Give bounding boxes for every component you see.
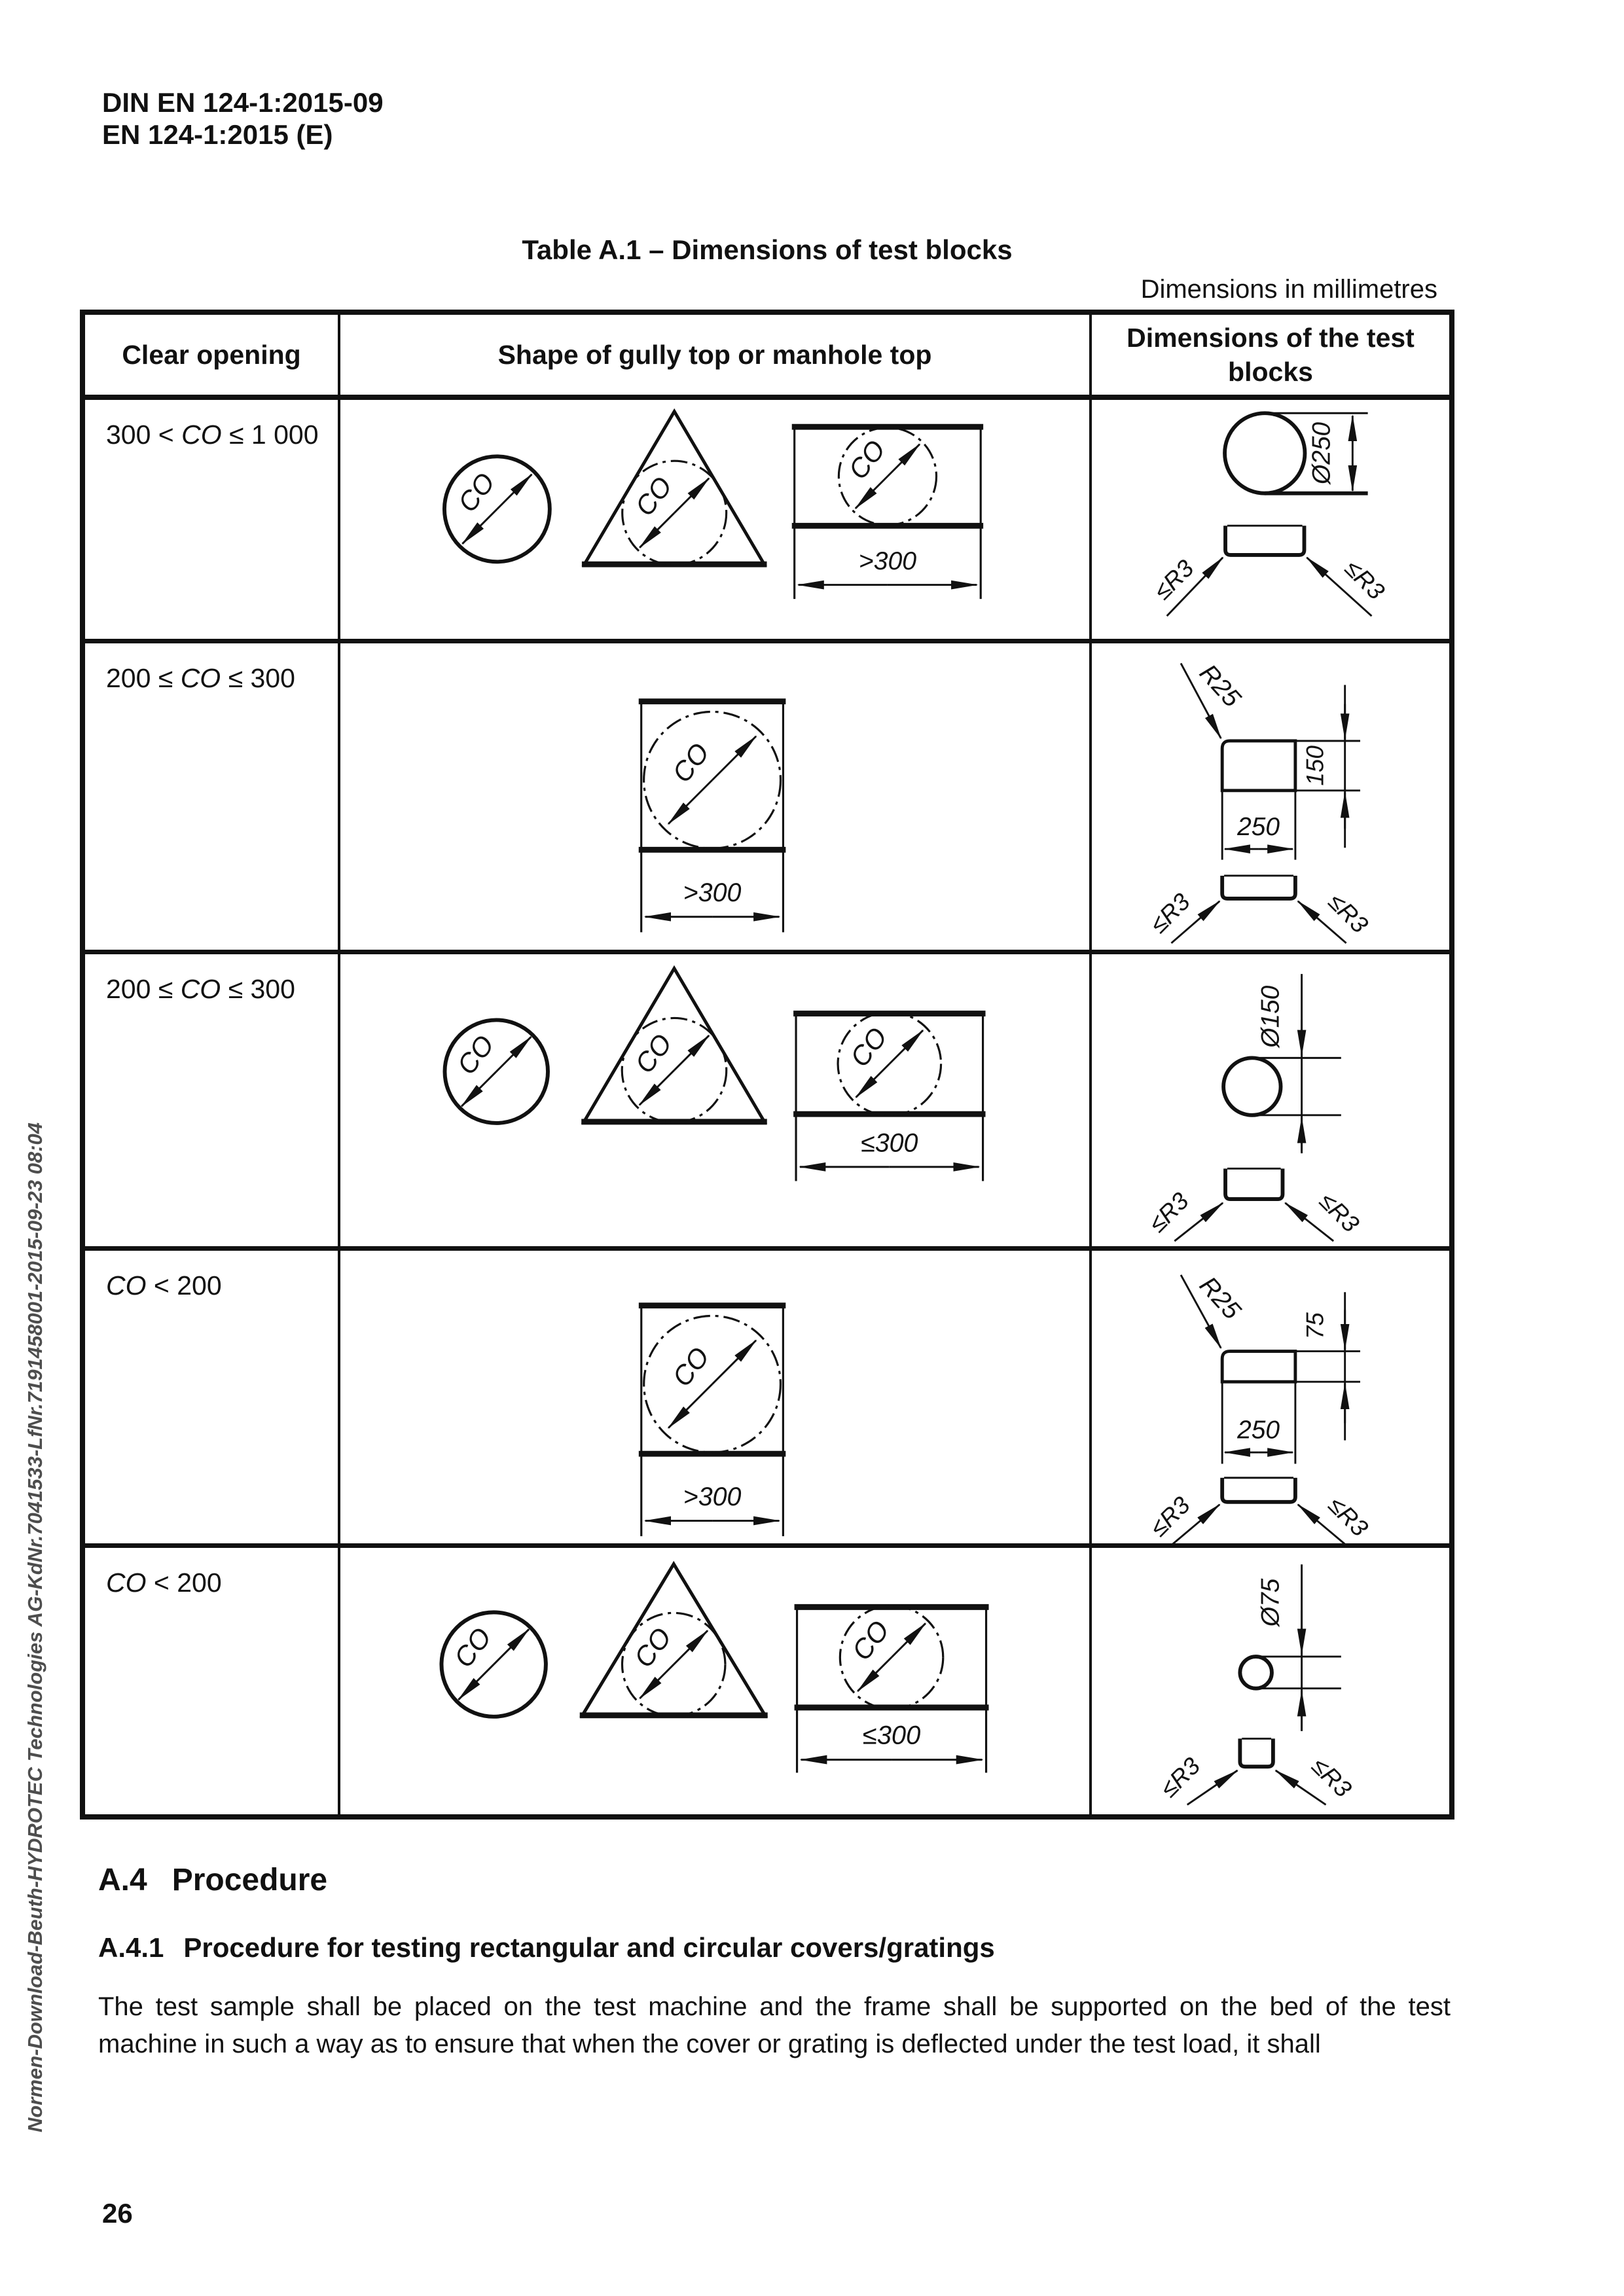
block-diameter-label: Ø250 xyxy=(1307,422,1336,484)
co-range-post: < 200 xyxy=(146,1568,222,1598)
document-header xyxy=(102,86,384,151)
body-paragraph: The test sample shall be placed on the test machine and the frame shall be supported on the bed of the test machine in such a way as to ensure that when the cover or grating is deflected under the test load, it shall xyxy=(98,1992,1451,2058)
opening-dimension-label: ≤300 xyxy=(862,1721,921,1750)
shape-cell-row2 xyxy=(340,643,1092,954)
row5-test-block-drawing xyxy=(1092,1548,1449,1814)
fillet-radius-label-left: ≤R3 xyxy=(1145,888,1195,939)
block-width-label: 250 xyxy=(1237,1416,1280,1444)
co-range-pre: 300 < xyxy=(106,420,182,450)
triangle-top-shape xyxy=(582,412,767,565)
block-diameter-view xyxy=(1240,1564,1341,1731)
opening-width-dimension xyxy=(799,547,977,585)
co-range-post: ≤ 1 000 xyxy=(221,420,319,450)
rectangle-top-shape xyxy=(795,1605,989,1772)
fillet-radius-label-left: ≤R3 xyxy=(1145,1491,1195,1542)
co-label: CO xyxy=(628,1622,677,1674)
co-label: CO xyxy=(844,1022,893,1073)
co-range-symbol: CO xyxy=(106,1568,147,1598)
standard-number-line2: EN 124-1:2015 (E) xyxy=(102,119,333,150)
fillet-radius-label-right: ≤R3 xyxy=(1307,1752,1357,1803)
opening-dimension-label: ≤300 xyxy=(861,1128,918,1158)
column-header-shape: Shape of gully top or manhole top xyxy=(340,315,1092,400)
co-label: CO xyxy=(629,471,678,522)
co-range-post: < 200 xyxy=(146,1270,222,1300)
fillet-radius-label-right: ≤R3 xyxy=(1323,1491,1373,1542)
section-title: Procedure xyxy=(171,1863,328,1897)
co-label: CO xyxy=(666,1341,715,1393)
corner-radius-label: R25 xyxy=(1193,1271,1246,1325)
co-label: CO xyxy=(842,434,892,485)
block-diameter-label: Ø150 xyxy=(1256,985,1285,1048)
section-heading-a4 xyxy=(98,1862,327,1898)
rectangle-top-shape xyxy=(793,1013,985,1181)
co-range-post: ≤ 300 xyxy=(221,974,295,1004)
fillet-radius-label-left: ≤R3 xyxy=(1148,554,1199,605)
fillet-radius-label-right: ≤R3 xyxy=(1314,1187,1365,1238)
co-range-symbol: CO xyxy=(181,420,222,450)
opening-width-dimension xyxy=(645,1482,780,1521)
test-block-cell-row3 xyxy=(1092,954,1449,1251)
fillet-radius-label-right: ≤R3 xyxy=(1323,888,1373,939)
fillet-radius-label-left: ≤R3 xyxy=(1155,1752,1206,1803)
column-header-dimensions: Dimensions of the test blocks xyxy=(1092,315,1449,400)
co-range-symbol: CO xyxy=(180,974,221,1004)
section-heading-a41 xyxy=(98,1932,995,1964)
block-height-label: 150 xyxy=(1301,745,1329,786)
block-height-label: 75 xyxy=(1301,1312,1329,1340)
section-title: Procedure for testing rectangular and circular covers/gratings xyxy=(183,1932,995,1963)
co-label: CO xyxy=(447,1622,497,1674)
row5-shapes-drawing xyxy=(340,1548,1089,1814)
block-width-label: 250 xyxy=(1237,812,1280,841)
units-note: Dimensions in millimetres xyxy=(1140,275,1437,304)
table-title: Table A.1 – Dimensions of test blocks xyxy=(522,234,1013,265)
block-side-view xyxy=(1155,1738,1357,1804)
shape-cell-row5 xyxy=(340,1548,1092,1814)
dimensions-table xyxy=(80,310,1454,1820)
block-diameter-view xyxy=(1225,413,1368,493)
shape-cell-row4 xyxy=(340,1251,1092,1548)
block-side-view xyxy=(1149,526,1390,616)
block-section-view xyxy=(1181,1271,1360,1463)
standard-number-line1: DIN EN 124-1:2015-09 xyxy=(102,87,384,118)
page-number: 26 xyxy=(102,2198,133,2229)
row3-test-block-drawing xyxy=(1092,954,1449,1246)
clear-opening-cell-row4 xyxy=(85,1251,340,1548)
circle-top-shape xyxy=(441,1612,545,1716)
shape-cell-row1 xyxy=(340,400,1092,643)
clear-opening-cell-row1 xyxy=(85,400,340,643)
block-side-view xyxy=(1144,1168,1365,1241)
rectangle-top-shape xyxy=(639,702,786,933)
row1-test-block-drawing xyxy=(1092,400,1449,639)
row4-shapes-drawing xyxy=(340,1251,1089,1543)
opening-dimension-label: >300 xyxy=(858,547,917,576)
block-diameter-label: Ø75 xyxy=(1256,1578,1285,1627)
clear-opening-cell-row3 xyxy=(85,954,340,1251)
co-range-post: ≤ 300 xyxy=(221,663,295,693)
test-block-cell-row1 xyxy=(1092,400,1449,643)
watermark-sidebar-text: Normen-Download-Beuth-HYDROTEC Technologies AG-KdNr.7041533-LfNr.7191458001-2015-09-23 08:04 xyxy=(24,1122,46,2132)
circle-top-shape xyxy=(444,456,550,562)
opening-width-dimension xyxy=(800,1128,979,1167)
test-block-cell-row2 xyxy=(1092,643,1449,954)
triangle-top-shape xyxy=(581,969,767,1122)
opening-width-dimension xyxy=(645,878,780,917)
row3-shapes-drawing xyxy=(340,954,1089,1246)
fillet-radius-label-right: ≤R3 xyxy=(1339,554,1390,605)
co-label: CO xyxy=(845,1615,895,1666)
fillet-radius-label-left: ≤R3 xyxy=(1144,1187,1194,1238)
co-range-pre: 200 ≤ xyxy=(106,974,181,1004)
opening-dimension-label: >300 xyxy=(683,1482,742,1511)
row2-test-block-drawing xyxy=(1092,643,1449,950)
row2-shapes-drawing xyxy=(340,643,1089,950)
block-section-view xyxy=(1181,659,1360,860)
block-side-view xyxy=(1145,1478,1373,1543)
corner-radius-label: R25 xyxy=(1193,658,1246,713)
opening-width-dimension xyxy=(801,1721,983,1760)
co-range-pre: 200 ≤ xyxy=(106,663,181,693)
co-label: CO xyxy=(451,1030,500,1081)
co-range-symbol: CO xyxy=(106,1270,147,1300)
opening-dimension-label: >300 xyxy=(683,878,742,908)
rectangle-top-shape xyxy=(792,427,983,599)
triangle-top-shape xyxy=(580,1564,768,1716)
block-side-view xyxy=(1145,876,1373,943)
section-number: A.4 xyxy=(98,1863,147,1897)
section-number: A.4.1 xyxy=(98,1932,164,1963)
co-range-symbol: CO xyxy=(180,663,221,693)
block-diameter-view xyxy=(1223,974,1341,1153)
column-header-clear-opening: Clear opening xyxy=(85,315,340,400)
test-block-cell-row4 xyxy=(1092,1251,1449,1548)
clear-opening-cell-row5 xyxy=(85,1548,340,1814)
shape-cell-row3 xyxy=(340,954,1092,1251)
rectangle-top-shape xyxy=(639,1306,785,1536)
test-block-cell-row5 xyxy=(1092,1548,1449,1814)
clear-opening-cell-row2 xyxy=(85,643,340,954)
co-label: CO xyxy=(666,737,715,789)
row1-shapes-drawing xyxy=(340,400,1089,639)
co-label: CO xyxy=(629,1028,678,1079)
co-label: CO xyxy=(452,467,501,518)
circle-top-shape xyxy=(444,1020,548,1123)
row4-test-block-drawing xyxy=(1092,1251,1449,1543)
